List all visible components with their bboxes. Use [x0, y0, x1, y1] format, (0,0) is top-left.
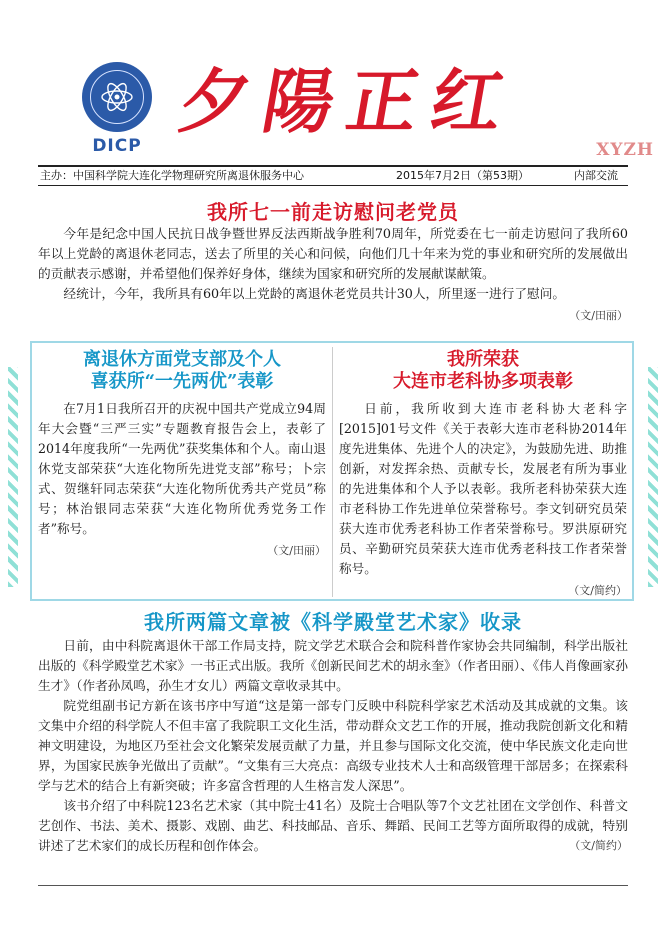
article3-paragraph-3: 该书介绍了中科院123名艺术家（其中院士41名）及院士合唱队等7个文艺社团在文学创作、科普文艺创作、书法、美术、摄影、戏剧、曲艺、科技邮品、音乐、舞蹈、民间工艺等方面所取得的成就，特别讲述了艺术家们的成长历程和创作体会。: [38, 798, 628, 853]
left-decoration: [8, 367, 18, 587]
article1-signature: （文/田丽）: [569, 309, 628, 322]
logo-text: DICP: [92, 136, 142, 156]
footer-rule: [38, 885, 628, 886]
internal-note: 内部交流: [574, 169, 618, 182]
right-column-paragraph: 日前，我所收到大连市老科协大老科字[2015]01号文件《关于表彰大连市老科协2014年度先进集体、先进个人的决定》，为鼓励先进、助推创新，对发挥余热、贡献专长，发展老有所为事业的先进集体和个人予以表彰。我所老科协荣获大连市老科协工作先进单位荣誉称号。李文钊研究员荣获大连市优秀老科协工作者荣誉称号。罗洪原研究员、辛勤研究员荣获大连市优秀老科技工作者荣誉称号。: [339, 401, 627, 576]
article3-signature: （文/简约）: [569, 839, 628, 852]
article3-paragraph-1: 日前，由中科院离退休干部工作局支持，院文学艺术联合会和院科普作家协会共同编制，科学出版社出版的《科学殿堂艺术家》一书正式出版。我所《创新民间艺术的胡永奎》（作者田丽）、《伟人肖像画家孙生才》（作者孙凤鸣，孙生才女儿）两篇文章收录其中。: [38, 638, 628, 693]
atom-icon: [100, 80, 134, 114]
left-column-signature: （文/田丽）: [267, 544, 326, 557]
left-column-body: [38, 399, 326, 561]
left-title-line1: 离退休方面党支部及个人: [83, 349, 281, 370]
right-column: [339, 347, 627, 597]
newsletter-brand: [172, 54, 654, 160]
right-column-signature: （文/简约）: [568, 584, 627, 597]
left-column: [38, 347, 326, 597]
issue-date: 2015年7月2日（第53期）: [396, 169, 529, 182]
left-title-line2: 喜获所“一先两优”表彰: [90, 371, 274, 392]
masthead: [70, 52, 654, 162]
article1-paragraph-2: 经统计，今年，我所具有60年以上党龄的离退休老党员共计30人，所里逐一进行了慰问。: [63, 286, 566, 301]
article1-paragraph-1: 今年是纪念中国人民抗日战争暨世界反法西斯战争胜利70周年，所党委在七一前走访慰问了我所60年以上党龄的离退休老同志，送去了所里的关心和问候，向他们几十年来为党的事业和研究所的发展做出的贡献表示感谢，并希望他们保养好身体，继续为国家和研究所的发展献谋献策。: [38, 226, 628, 281]
left-column-title: [38, 349, 326, 393]
header-rule: [38, 165, 628, 167]
newsletter-subtitle: XYZH: [596, 140, 654, 160]
right-title-line1: 我所荣获: [447, 349, 519, 370]
right-column-body: [339, 399, 627, 601]
newsletter-title: 夕陽正红: [172, 60, 524, 143]
article3-body: [38, 636, 628, 856]
right-decoration: [648, 367, 658, 587]
dicp-logo-icon: [82, 62, 152, 132]
article1-title: 我所七一前走访慰问老党员: [207, 200, 459, 224]
article1-body: [38, 224, 628, 326]
left-column-paragraph: 在7月1日我所召开的庆祝中国共产党成立94周年大会暨“三严三实”专题教育报告会上，表彰了2014年度我所“一先两优”获奖集体和个人。南山退休党支部荣获“大连化物所先进党支部”称号；卜宗式、贺继轩同志荣获“大连化物所优秀共产党员”称号；林治银同志荣获“大连化物所优秀党务工作者”称号。: [38, 401, 326, 536]
two-column-section: [38, 347, 628, 597]
right-column-title: [339, 349, 627, 393]
right-title-line2: 大连市老科协多项表彰: [393, 371, 573, 392]
sponsor-text: 主办：中国科学院大连化学物理研究所离退休服务中心: [40, 169, 304, 182]
column-divider: [332, 347, 333, 597]
header-rule-bottom: [38, 185, 628, 186]
article3-paragraph-2: 院党组副书记方新在该书序中写道“这是第一部专门反映中科院科学家艺术活动及其成就的文集。该文集中介绍的科学院人不但丰富了我院职工文化生活，带动群众文艺工作的开展，推动我院创新文化和精神文明建设，为地区乃至社会文化繁荣发展贡献了力量，并且参与国际文化交流，使中华民族文化走向世界，为国家民族争光做出了贡献”。“文集有三大亮点：高级专业技术人士和高级管理干部居多；在探索科学与艺术的结合上有新突破；许多富含哲理的人生格言发人深思”。: [38, 698, 628, 793]
info-bar: [38, 168, 628, 184]
article3-title: 我所两篇文章被《科学殿堂艺术家》收录: [144, 610, 522, 634]
